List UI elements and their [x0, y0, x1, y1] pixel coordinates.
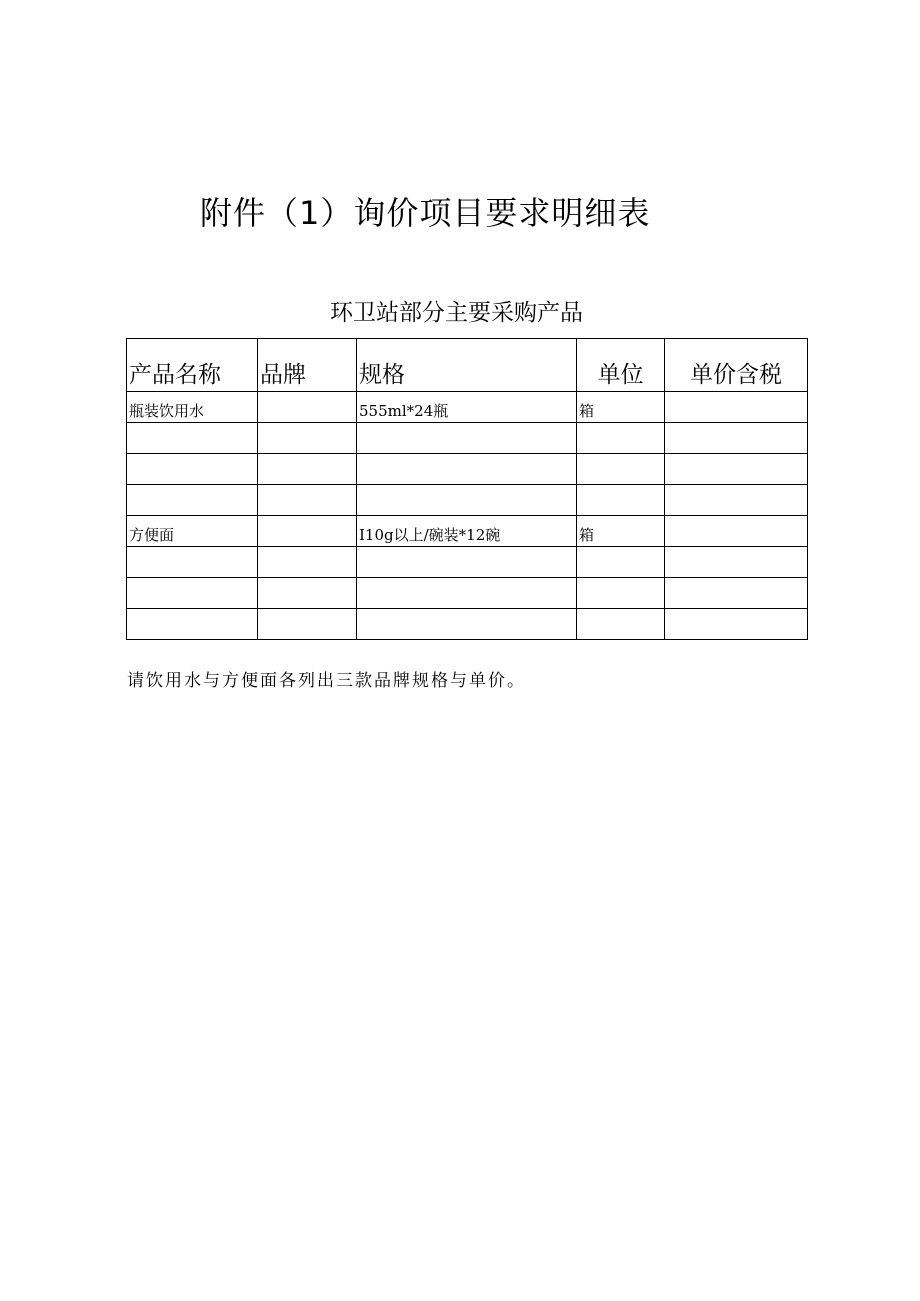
cell-spec — [357, 609, 577, 640]
header-product-name: 产品名称 — [127, 339, 258, 392]
table-row — [127, 392, 808, 423]
table-caption: 环卫站部分主要采购产品 — [330, 300, 583, 326]
cell-unit — [577, 609, 665, 640]
cell-product-name — [127, 485, 258, 516]
table-row — [127, 516, 808, 547]
cell-brand — [258, 547, 357, 578]
table-row — [127, 454, 808, 485]
product-table — [126, 338, 808, 640]
cell-product-name: 方便面 — [127, 516, 258, 547]
cell-unit-price — [665, 392, 808, 423]
cell-brand — [258, 485, 357, 516]
cell-brand — [258, 516, 357, 547]
header-brand: 品牌 — [258, 339, 357, 392]
cell-product-name: 瓶装饮用水 — [127, 392, 258, 423]
cell-spec — [357, 423, 577, 454]
cell-unit-price — [665, 485, 808, 516]
table-row — [127, 423, 808, 454]
table-row — [127, 547, 808, 578]
cell-unit-price — [665, 578, 808, 609]
cell-product-name — [127, 423, 258, 454]
cell-unit: 箱 — [577, 516, 665, 547]
cell-product-name — [127, 609, 258, 640]
cell-unit — [577, 454, 665, 485]
cell-brand — [258, 392, 357, 423]
cell-spec — [357, 578, 577, 609]
cell-product-name — [127, 454, 258, 485]
instruction-note: 请饮用水与方便面各列出三款品牌规格与单价。 — [127, 671, 526, 691]
table-row — [127, 485, 808, 516]
cell-unit — [577, 423, 665, 454]
cell-unit — [577, 485, 665, 516]
table-row — [127, 609, 808, 640]
header-unit: 单位 — [577, 339, 665, 392]
cell-spec — [357, 547, 577, 578]
cell-unit-price — [665, 423, 808, 454]
table-row — [127, 578, 808, 609]
cell-unit — [577, 547, 665, 578]
cell-unit — [577, 578, 665, 609]
cell-brand — [258, 578, 357, 609]
cell-spec — [357, 485, 577, 516]
cell-brand — [258, 609, 357, 640]
cell-unit-price — [665, 609, 808, 640]
cell-product-name — [127, 547, 258, 578]
cell-spec: 555ml*24瓶 — [357, 392, 577, 423]
table-header-row — [127, 339, 808, 392]
cell-unit: 箱 — [577, 392, 665, 423]
cell-product-name — [127, 578, 258, 609]
cell-unit-price — [665, 454, 808, 485]
cell-brand — [258, 454, 357, 485]
header-unit-price: 单价含税 — [665, 339, 808, 392]
cell-spec: I10g以上/碗装*12碗 — [357, 516, 577, 547]
cell-spec — [357, 454, 577, 485]
header-spec: 规格 — [357, 339, 577, 392]
cell-unit-price — [665, 547, 808, 578]
cell-brand — [258, 423, 357, 454]
cell-unit-price — [665, 516, 808, 547]
document-title: 附件（1）询价项目要求明细表 — [200, 194, 651, 232]
